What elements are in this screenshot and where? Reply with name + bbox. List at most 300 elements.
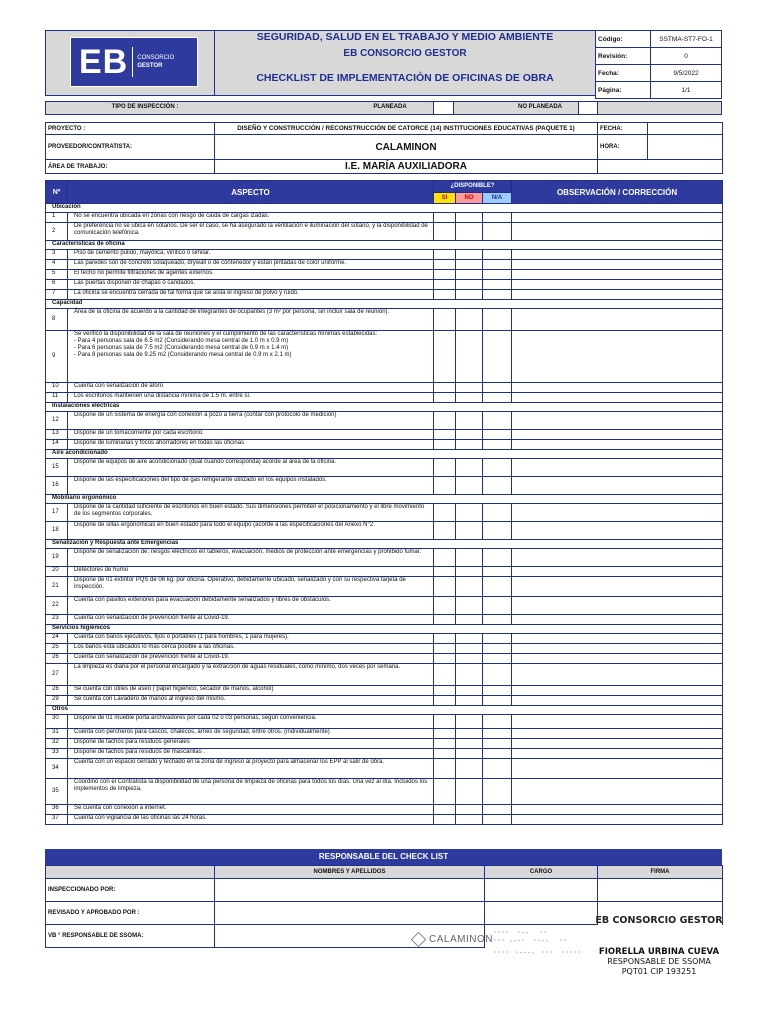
table-row xyxy=(46,331,723,383)
date-value[interactable] xyxy=(648,123,723,135)
check-no[interactable] xyxy=(456,686,483,696)
observation-field[interactable] xyxy=(512,779,723,805)
observation-field[interactable] xyxy=(512,504,723,522)
check-si[interactable] xyxy=(434,213,456,223)
item-number: 32 xyxy=(46,739,68,749)
item-number: 21 xyxy=(46,577,68,597)
item-number: 7 xyxy=(46,290,68,300)
item-number: 37 xyxy=(46,815,68,825)
meta-value: 0 xyxy=(651,48,722,65)
item-number: 1 xyxy=(46,213,68,223)
check-no[interactable] xyxy=(456,567,483,577)
item-aspect: Dispone de un sistema de energía con conexión a pozo a tierra (contar con protocolo de medición) xyxy=(68,412,434,430)
section-title: Instalaciones eléctricas xyxy=(46,403,723,412)
check-si[interactable] xyxy=(434,309,456,331)
check-na[interactable] xyxy=(483,270,512,280)
table-row xyxy=(46,805,723,815)
item-aspect: Dispone de las especificaciones del tipo de gas refrigerante utilizado en los equipos instalados. xyxy=(68,477,434,495)
check-no[interactable] xyxy=(456,696,483,706)
col-aspect: ASPECTO xyxy=(68,181,434,204)
table-row xyxy=(46,250,723,260)
item-aspect: Cuenta con señalización de prevención frente al Covid-19. xyxy=(68,615,434,625)
observation-field[interactable] xyxy=(512,739,723,749)
item-number: 12 xyxy=(46,412,68,430)
check-si[interactable] xyxy=(434,223,456,241)
check-si[interactable] xyxy=(434,686,456,696)
checklist xyxy=(45,180,722,825)
check-no[interactable] xyxy=(456,280,483,290)
check-na[interactable] xyxy=(483,522,512,540)
responsible-title: RESPONSABLE DEL CHECK LIST xyxy=(45,849,722,865)
check-no[interactable] xyxy=(456,779,483,805)
item-aspect: Cuenta con señalización de aforo xyxy=(68,383,434,393)
item-aspect: Se cuenta con útiles de aseo ( papel higiénico, secador de manos, alcohol) xyxy=(68,686,434,696)
check-no[interactable] xyxy=(456,549,483,567)
check-no[interactable] xyxy=(456,383,483,393)
table-row xyxy=(46,567,723,577)
check-si[interactable] xyxy=(434,664,456,686)
check-na[interactable] xyxy=(483,634,512,644)
check-no[interactable] xyxy=(456,729,483,739)
check-si[interactable] xyxy=(434,749,456,759)
check-no[interactable] xyxy=(456,504,483,522)
check-si[interactable] xyxy=(434,805,456,815)
check-no[interactable] xyxy=(456,577,483,597)
observation-field[interactable] xyxy=(512,522,723,540)
section-header xyxy=(46,706,723,715)
table-row xyxy=(46,715,723,729)
resp-name-field[interactable] xyxy=(215,879,485,902)
check-na[interactable] xyxy=(483,477,512,495)
check-no[interactable] xyxy=(456,759,483,779)
stamp-logo-text: CALAMINON xyxy=(429,934,493,945)
provider-value: CALAMINON xyxy=(215,135,598,160)
item-aspect: Cuenta con vigilancia de las oficinas las 24 horas. xyxy=(68,815,434,825)
observation-field[interactable] xyxy=(512,715,723,729)
section-title: Capacidad xyxy=(46,300,723,309)
check-si[interactable] xyxy=(434,577,456,597)
check-no[interactable] xyxy=(456,412,483,430)
resp-role-field[interactable] xyxy=(485,902,598,925)
area-blank xyxy=(598,160,723,174)
section-header xyxy=(46,241,723,250)
table-row xyxy=(46,270,723,280)
item-number: 9 xyxy=(46,331,68,383)
section-title: Aire acondicionado xyxy=(46,450,723,459)
table-row xyxy=(46,664,723,686)
check-no[interactable] xyxy=(456,597,483,615)
logo-line1: CONSORCIO xyxy=(137,55,175,61)
item-number: 27 xyxy=(46,664,68,686)
doc-meta xyxy=(595,30,722,99)
table-row xyxy=(46,290,723,300)
check-na[interactable] xyxy=(483,440,512,450)
observation-field[interactable] xyxy=(512,664,723,686)
item-number: 17 xyxy=(46,504,68,522)
logo-line2: GESTOR xyxy=(137,63,163,69)
project-value: DISEÑO Y CONSTRUCCIÓN / RECONSTRUCCIÓN DE CATORCE (14) INSTITUCIONES EDUCATIVAS (PAQUETE 1) xyxy=(215,123,598,135)
item-number: 33 xyxy=(46,749,68,759)
item-number: 26 xyxy=(46,654,68,664)
check-na[interactable] xyxy=(483,290,512,300)
inspection-label: TIPO DE INSPECCIÓN : xyxy=(111,104,179,110)
meta-label: Revisión: xyxy=(596,48,651,65)
check-no[interactable] xyxy=(456,634,483,644)
item-aspect: Dispone de tachos para residuos de mascarillas . xyxy=(68,749,434,759)
check-no[interactable] xyxy=(456,815,483,825)
planned-checkbox[interactable] xyxy=(433,101,454,115)
signature-cip: PQT01 CIP 193251 xyxy=(621,967,697,976)
check-no[interactable] xyxy=(456,331,483,383)
table-row xyxy=(46,749,723,759)
col-names: NOMBRES Y APELLIDOS xyxy=(215,866,485,879)
check-na[interactable] xyxy=(483,412,512,430)
observation-field[interactable] xyxy=(512,440,723,450)
check-na[interactable] xyxy=(483,815,512,825)
check-na[interactable] xyxy=(483,430,512,440)
item-aspect: Piso de cemento pulido, mayólica, vinílico o similar. xyxy=(68,250,434,260)
check-si[interactable] xyxy=(434,615,456,625)
check-na[interactable] xyxy=(483,383,512,393)
check-na[interactable] xyxy=(483,597,512,615)
check-na[interactable] xyxy=(483,280,512,290)
check-si[interactable] xyxy=(434,459,456,477)
logo-letters: EB xyxy=(79,42,129,81)
signature-company: EB CONSORCIO GESTOR xyxy=(595,915,723,926)
item-number: 31 xyxy=(46,729,68,739)
item-aspect: Dispone de la cantidad suficiente de escritorios en buen estado. Sus dimensiones permiten el posicionamiento y el libre movimiento de los segmentos corporales. xyxy=(68,504,434,522)
check-si[interactable] xyxy=(434,280,456,290)
title-2: EB CONSORCIO GESTOR xyxy=(343,48,467,59)
observation-field[interactable] xyxy=(512,383,723,393)
check-si[interactable] xyxy=(434,477,456,495)
planned-label: PLANEADA xyxy=(373,104,407,110)
check-no[interactable] xyxy=(456,615,483,625)
check-si[interactable] xyxy=(434,654,456,664)
observation-field[interactable] xyxy=(512,393,723,403)
check-no[interactable] xyxy=(456,250,483,260)
not-planned-checkbox[interactable] xyxy=(578,101,598,115)
item-aspect: Dispone de un tomacorriente por cada escritorio. xyxy=(68,430,434,440)
observation-field[interactable] xyxy=(512,430,723,440)
item-number: 4 xyxy=(46,260,68,270)
observation-field[interactable] xyxy=(512,577,723,597)
check-no[interactable] xyxy=(456,664,483,686)
check-si[interactable] xyxy=(434,715,456,729)
observation-field[interactable] xyxy=(512,290,723,300)
table-row xyxy=(46,213,723,223)
item-number: 15 xyxy=(46,459,68,477)
item-number: 34 xyxy=(46,759,68,779)
check-na[interactable] xyxy=(483,393,512,403)
item-aspect: La limpieza es diaria por el personal encargado y la extracción de aguas residuales, como mínimo, dos veces por semana. xyxy=(68,664,434,686)
check-no[interactable] xyxy=(456,749,483,759)
item-number: 13 xyxy=(46,430,68,440)
table-row xyxy=(46,280,723,290)
date-label: FECHA: xyxy=(598,123,648,135)
observation-field[interactable] xyxy=(512,309,723,331)
observation-field[interactable] xyxy=(512,477,723,495)
table-row xyxy=(46,577,723,597)
table-row xyxy=(46,815,723,825)
observation-field[interactable] xyxy=(512,459,723,477)
section-header xyxy=(46,300,723,309)
check-si[interactable] xyxy=(434,634,456,644)
observation-field[interactable] xyxy=(512,805,723,815)
item-aspect: Detectores de humo xyxy=(68,567,434,577)
item-number: 10 xyxy=(46,383,68,393)
signature-name: FIORELLA URBINA CUEVA xyxy=(598,947,720,957)
table-row xyxy=(46,223,723,241)
check-na[interactable] xyxy=(483,567,512,577)
check-na[interactable] xyxy=(483,250,512,260)
item-aspect: Cuenta con percheros para cascos, chalecos, arnés de seguridad, entre otros. (individualmente) xyxy=(68,729,434,739)
table-row xyxy=(46,522,723,540)
section-header xyxy=(46,204,723,213)
item-number: 2 xyxy=(46,223,68,241)
observation-field[interactable] xyxy=(512,644,723,654)
check-no[interactable] xyxy=(456,213,483,223)
section-title: Características de oficina xyxy=(46,241,723,250)
check-na[interactable] xyxy=(483,729,512,739)
check-si[interactable] xyxy=(434,759,456,779)
check-si[interactable] xyxy=(434,290,456,300)
check-na[interactable] xyxy=(483,331,512,383)
table-row xyxy=(46,696,723,706)
check-na[interactable] xyxy=(483,805,512,815)
meta-value: 9/5/2022 xyxy=(651,65,722,82)
check-si[interactable] xyxy=(434,644,456,654)
check-si[interactable] xyxy=(434,739,456,749)
item-aspect: Dispone de 01 mueble porta archivadores por cada 02 o 03 personas, según conveniencia. xyxy=(68,715,434,729)
observation-field[interactable] xyxy=(512,260,723,270)
item-aspect: La oficina se encuentra cerrada de tal forma que se aísla el ingreso de polvo y ruido. xyxy=(68,290,434,300)
item-number: 30 xyxy=(46,715,68,729)
table-row xyxy=(46,597,723,615)
check-no[interactable] xyxy=(456,430,483,440)
section-title: Servicios higiénicos xyxy=(46,625,723,634)
check-si[interactable] xyxy=(434,549,456,567)
observation-field[interactable] xyxy=(512,250,723,260)
check-si[interactable] xyxy=(434,260,456,270)
item-number: 5 xyxy=(46,270,68,280)
check-na[interactable] xyxy=(483,309,512,331)
check-na[interactable] xyxy=(483,504,512,522)
check-na[interactable] xyxy=(483,223,512,241)
resp-name-field[interactable] xyxy=(215,902,485,925)
section-header xyxy=(46,495,723,504)
item-number: 18 xyxy=(46,522,68,540)
table-row xyxy=(46,504,723,522)
check-si[interactable] xyxy=(434,250,456,260)
check-no[interactable] xyxy=(456,805,483,815)
col-num: Nº xyxy=(46,181,68,204)
item-aspect: Área de la oficina de acuerdo a la cantidad de integrantes de ocupantes (3 m² por persona, sin incluir sala de reunión). xyxy=(68,309,434,331)
observation-field[interactable] xyxy=(512,615,723,625)
check-na[interactable] xyxy=(483,549,512,567)
check-no[interactable] xyxy=(456,459,483,477)
observation-field[interactable] xyxy=(512,686,723,696)
observation-field[interactable] xyxy=(512,634,723,644)
check-si[interactable] xyxy=(434,430,456,440)
check-na[interactable] xyxy=(483,459,512,477)
observation-field[interactable] xyxy=(512,696,723,706)
item-aspect: Dispone de equipos de aire acondicionado (dual cuando corresponda) acorde al área de la oficina. xyxy=(68,459,434,477)
check-si[interactable] xyxy=(434,597,456,615)
check-no[interactable] xyxy=(456,739,483,749)
check-na[interactable] xyxy=(483,644,512,654)
check-si[interactable] xyxy=(434,393,456,403)
check-si[interactable] xyxy=(434,815,456,825)
item-aspect: Las paredes son de concreto solaqueado, drywall o de contenedor y están pintadas de color uniforme. xyxy=(68,260,434,270)
observation-field[interactable] xyxy=(512,815,723,825)
item-number: 11 xyxy=(46,393,68,403)
item-aspect: Se cuenta con conexión a internet. xyxy=(68,805,434,815)
resp-sign-field[interactable] xyxy=(598,879,723,902)
item-aspect: Dispone de luminarias y focos ahorradores en todas las oficinas xyxy=(68,440,434,450)
section-header xyxy=(46,403,723,412)
resp-label: VB ° RESPONSABLE DE SSOMA: xyxy=(46,925,215,948)
check-si[interactable] xyxy=(434,504,456,522)
check-no[interactable] xyxy=(456,223,483,241)
table-row xyxy=(46,549,723,567)
check-si[interactable] xyxy=(434,440,456,450)
table-row xyxy=(46,686,723,696)
item-number: 19 xyxy=(46,549,68,567)
check-no[interactable] xyxy=(456,644,483,654)
check-si[interactable] xyxy=(434,412,456,430)
check-na[interactable] xyxy=(483,779,512,805)
table-row xyxy=(46,779,723,805)
observation-field[interactable] xyxy=(512,223,723,241)
col-obs: OBSERVACIÓN / CORRECCIÓN xyxy=(512,181,723,204)
col-na: N/A xyxy=(483,193,512,204)
check-si[interactable] xyxy=(434,383,456,393)
check-na[interactable] xyxy=(483,664,512,686)
table-row xyxy=(46,393,723,403)
observation-field[interactable] xyxy=(512,729,723,739)
item-aspect: Cuenta con un espacio cerrado y techado en la zona de ingreso al proyecto para almacenar los EPP al salir de obra. xyxy=(68,759,434,779)
observation-field[interactable] xyxy=(512,331,723,383)
check-na[interactable] xyxy=(483,213,512,223)
observation-field[interactable] xyxy=(512,549,723,567)
table-row xyxy=(46,477,723,495)
check-no[interactable] xyxy=(456,260,483,270)
area-label: ÁREA DE TRABAJO: xyxy=(46,160,215,174)
check-si[interactable] xyxy=(434,567,456,577)
check-si[interactable] xyxy=(434,779,456,805)
table-row xyxy=(46,729,723,739)
table-row xyxy=(46,430,723,440)
check-na[interactable] xyxy=(483,654,512,664)
check-no[interactable] xyxy=(456,290,483,300)
check-na[interactable] xyxy=(483,749,512,759)
title-3: CHECKLIST DE IMPLEMENTACIÓN DE OFICINAS DE OBRA xyxy=(256,72,554,84)
observation-field[interactable] xyxy=(512,567,723,577)
meta-label: Página: xyxy=(596,82,651,99)
logo xyxy=(70,37,198,87)
meta-value: 1/1 xyxy=(651,82,722,99)
observation-field[interactable] xyxy=(512,759,723,779)
item-number: 28 xyxy=(46,686,68,696)
table-row xyxy=(46,644,723,654)
time-value[interactable] xyxy=(648,135,723,160)
check-no[interactable] xyxy=(456,522,483,540)
check-na[interactable] xyxy=(483,686,512,696)
table-row xyxy=(46,440,723,450)
table-row xyxy=(46,739,723,749)
check-na[interactable] xyxy=(483,615,512,625)
check-no[interactable] xyxy=(456,393,483,403)
check-na[interactable] xyxy=(483,739,512,749)
table-row xyxy=(46,412,723,430)
check-na[interactable] xyxy=(483,696,512,706)
check-si[interactable] xyxy=(434,331,456,383)
item-number: 16 xyxy=(46,477,68,495)
project-info xyxy=(45,122,723,174)
item-aspect: Dispone de tachos para residuos generales xyxy=(68,739,434,749)
resp-role-field[interactable] xyxy=(485,879,598,902)
observation-field[interactable] xyxy=(512,412,723,430)
check-na[interactable] xyxy=(483,759,512,779)
stamp-logo xyxy=(413,934,493,945)
not-planned-label: NO PLANEADA xyxy=(517,104,562,110)
check-no[interactable] xyxy=(456,440,483,450)
check-no[interactable] xyxy=(456,270,483,280)
item-number: 20 xyxy=(46,567,68,577)
item-aspect: Los baños está ubicados lo más cerca posible a las oficinas. xyxy=(68,644,434,654)
col-available: ¿DISPONIBLE? xyxy=(434,181,512,193)
item-aspect: Cuenta con baños ejecutivos, fijos o portátiles (1 para hombres, 1 para mujeres). xyxy=(68,634,434,644)
item-number: 36 xyxy=(46,805,68,815)
item-number: 29 xyxy=(46,696,68,706)
check-si[interactable] xyxy=(434,270,456,280)
check-no[interactable] xyxy=(456,477,483,495)
item-aspect: Dispone de sillas ergonómicas en buen estado para todo el equipo (acorde a las especificaciones del Anexo N°2. xyxy=(68,522,434,540)
section-header xyxy=(46,450,723,459)
check-na[interactable] xyxy=(483,715,512,729)
section-title: Ubicación xyxy=(46,204,723,213)
check-si[interactable] xyxy=(434,729,456,739)
observation-field[interactable] xyxy=(512,654,723,664)
check-no[interactable] xyxy=(456,654,483,664)
resp-label: REVISADO Y APROBADO POR : xyxy=(46,902,215,925)
item-number: 35 xyxy=(46,779,68,805)
check-no[interactable] xyxy=(456,715,483,729)
item-aspect: Dispone de señalización de: riesgos eléctricos en tableros, evacuación, medios de protección ante emergencias y prohibido fumar. xyxy=(68,549,434,567)
check-no[interactable] xyxy=(456,309,483,331)
table-row xyxy=(46,759,723,779)
meta-label: Fecha: xyxy=(596,65,651,82)
area-value: I.E. MARÍA AUXILIADORA xyxy=(215,160,598,174)
observation-field[interactable] xyxy=(512,749,723,759)
item-aspect: El techo no permite filtraciones de agentes externos. xyxy=(68,270,434,280)
item-aspect: Cuenta con señalización de prevención frente al Covid-19. xyxy=(68,654,434,664)
col-sign: FIRMA xyxy=(598,866,723,879)
section-title: Mobiliario ergonómico xyxy=(46,495,723,504)
signature-role: RESPONSABLE DE SSOMA xyxy=(607,957,711,966)
observation-field[interactable] xyxy=(512,270,723,280)
check-si[interactable] xyxy=(434,522,456,540)
observation-field[interactable] xyxy=(512,597,723,615)
check-na[interactable] xyxy=(483,260,512,270)
check-si[interactable] xyxy=(434,696,456,706)
check-na[interactable] xyxy=(483,577,512,597)
table-row xyxy=(46,615,723,625)
table-row xyxy=(46,309,723,331)
observation-field[interactable] xyxy=(512,280,723,290)
observation-field[interactable] xyxy=(512,213,723,223)
